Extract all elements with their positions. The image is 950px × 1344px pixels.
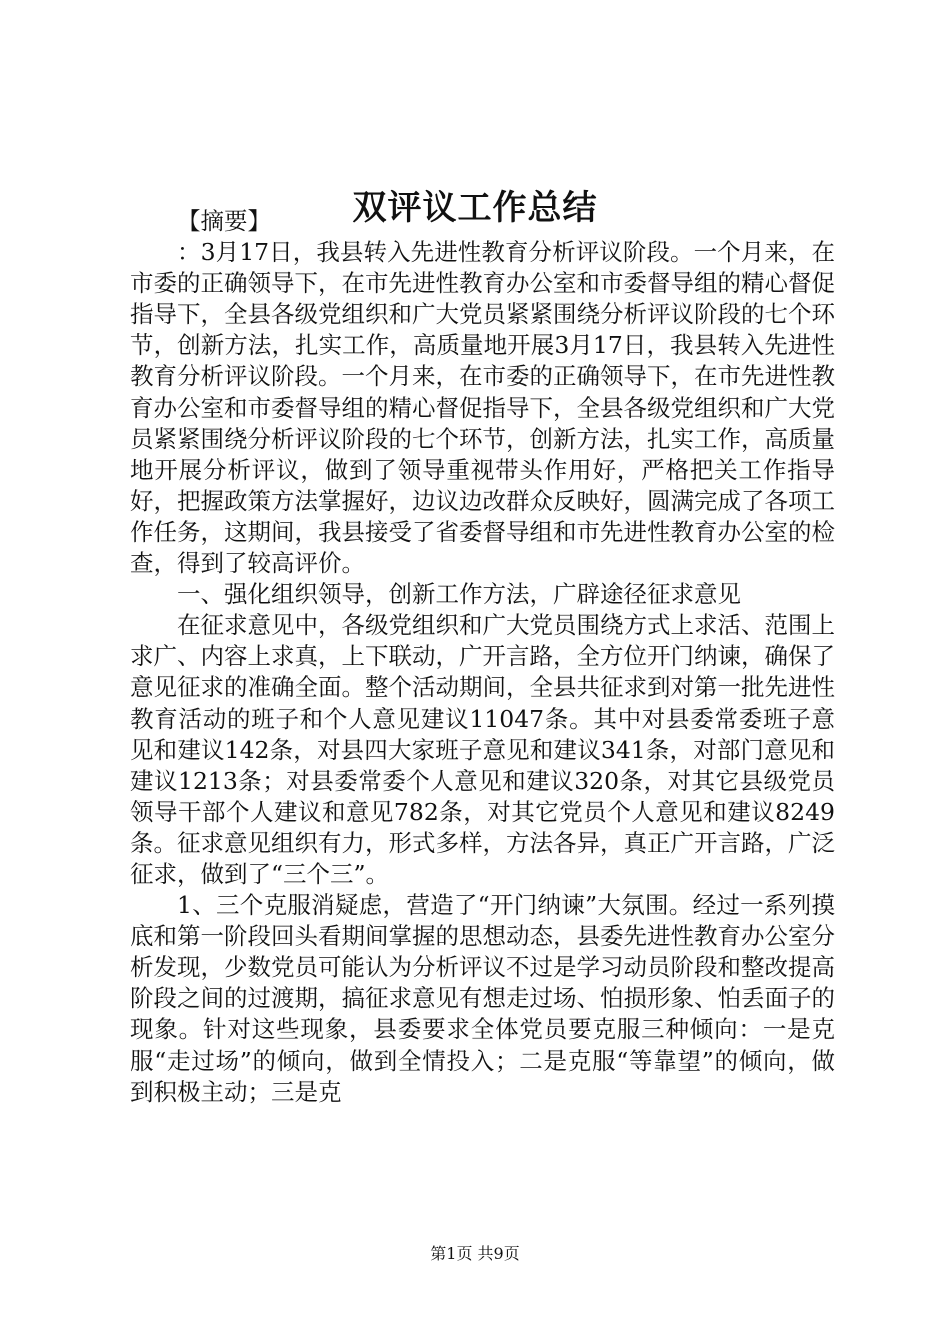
abstract-label: 【摘要】 [177,207,271,235]
paragraph-three-overcomes: 1、三个克服消疑虑，营造了“开门纳谏”大氛围。经过一系列摸底和第一阶段回头看期间掌握的思想动态，县委先进性教育办公室分析发现，少数党员可能认为分析评议不过是学习动员阶段和整改提高阶段之间的过渡期，搞征求意见有想走过场、怕损形象、怕丢面子的现象。针对这些现象，县委要求全体党员要克服三种倾向：一是克服“走过场”的倾向，做到全情投入；二是克服“等靠望”的倾向，做到积极主动；三是克 [130,891,835,1106]
paragraph-opinions: 在征求意见中，各级党组织和广大党员围绕方式上求活、范围上求广、内容上求真，上下联动，广开言路，全方位开门纳谏，确保了意见征求的准确全面。整个活动期间，全县共征求到对第一批先进性教育活动的班子和个人意见建议11047条。其中对县委常委班子意见和建议142条，对县四大家班子意见和建议341条，对部门意见和建议1213条；对县委常委个人意见和建议320条，对其它县级党员领导干部个人建议和意见782条，对其它党员个人意见和建议8249条。征求意见组织有力，形式多样，方法各异，真正广开言路，广泛征求，做到了“三个三”。 [130,611,835,888]
paragraph-summary: ：3月17日，我县转入先进性教育分析评议阶段。一个月来，在市委的正确领导下，在市先进性教育办公室和市委督导组的精心督促指导下，全县各级党组织和广大党员紧紧围绕分析评议阶段的七个环节，创新方法，扎实工作，高质量地开展3月17日，我县转入先进性教育分析评议阶段。一个月来，在市委的正确领导下，在市先进性教育办公室和市委督导组的精心督促指导下，全县各级党组织和广大党员紧紧围绕分析评议阶段的七个环节，创新方法，扎实工作，高质量地开展分析评议，做到了领导重视带头作用好，严格把关工作指导好，把握政策方法掌握好，边议边改群众反映好，圆满完成了各项工作任务，这期间，我县接受了省委督导组和市先进性教育办公室的检查，得到了较高评价。 [130,238,835,578]
page-footer: 第1页 共9页 [430,1244,520,1263]
document-body [130,206,835,1108]
section-heading-1: 一、强化组织领导，创新工作方法，广辟途径征求意见 [177,580,741,609]
document-title: 双评议工作总结 [352,188,598,228]
